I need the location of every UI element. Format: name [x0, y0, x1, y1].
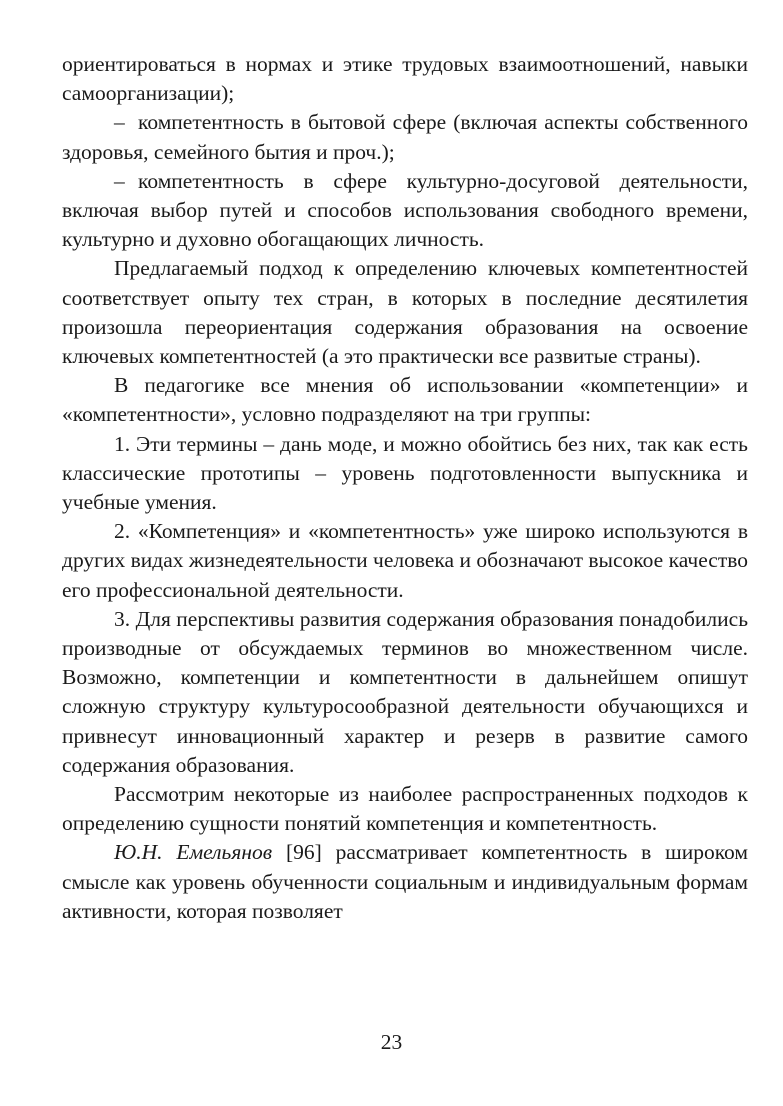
numbered-item-1: 1. Эти термины – дань моде, и можно обойтись без них, так как есть классические прототипы – уровень подготовленности выпускника и учебные умения. — [62, 431, 748, 515]
paragraph-emelyanov — [62, 838, 748, 926]
paragraph-1: ориентироваться в нормах и этике трудовых взаимоотношений, навыки самоорганизации); — [62, 52, 748, 106]
list-dash: – — [114, 168, 125, 193]
paragraph-text: [96] рассматривает компетентность в широком смысле как уровень обученности социальным и индивидуальным формам активности, которая позволяет — [62, 840, 748, 923]
page-number: 23 — [380, 1030, 403, 1054]
paragraph-pedagogy: В педагогике все мнения об использовании «компетенции» и «компетентности», условно подразделяют на три группы: — [62, 373, 748, 427]
list-item-text: компетентность в сфере культурно-досуговой деятельности, включая выбор путей и способов использования свободного времени, культурно и духовно обогащающих личность. — [62, 168, 748, 252]
document-page — [62, 50, 748, 926]
list-item-text: компетентность в бытовой сфере (включая аспекты собственного здоровья, семейного бытия и проч.); — [62, 110, 748, 164]
numbered-item-3: 3. Для перспективы развития содержания образования понадобились производные от обсуждаемых терминов во множественном числе. Возможно, компетенции и компетентности в дальнейшем опишут сложную структуру культуросообразной деятельности обучающихся и привнесут инновационный характер и резерв в развитие самого содержания образования. — [62, 606, 748, 777]
paragraph-approaches: Рассмотрим некоторые из наиболее распространенных подходов к определению сущности понятий компетенция и компетентность. — [62, 782, 748, 836]
list-dash: – — [114, 110, 125, 135]
paragraph-approach: Предлагаемый подход к определению ключевых компетентностей соответствует опыту тех стран, в которых в последние десятилетия произошла переориентация содержания образования на освоение ключевых компетентностей (а это практически все развитые страны). — [62, 256, 748, 369]
numbered-item-2: 2. «Компетенция» и «компетентность» уже широко используются в других видах жизнедеятельности человека и обозначают высокое качество его профессиональной деятельности. — [62, 519, 748, 602]
author-name: Ю.Н. Емельянов — [114, 840, 273, 865]
list-item-leisure — [62, 167, 748, 255]
list-item-household — [62, 108, 748, 166]
